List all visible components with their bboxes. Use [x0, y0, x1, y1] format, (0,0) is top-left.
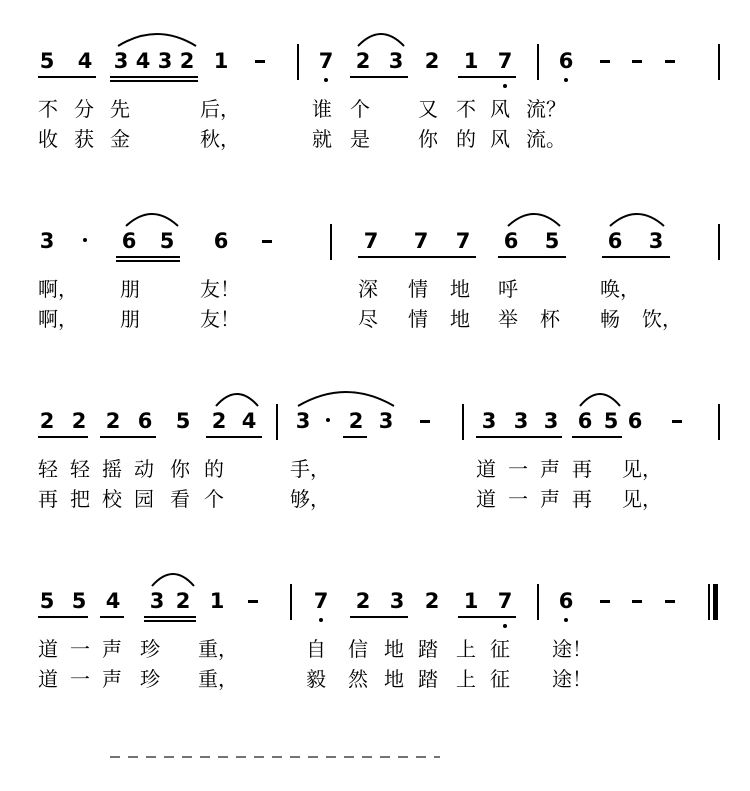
note: 5 [39, 49, 55, 73]
augmentation-dot [326, 418, 330, 422]
note: 1 [463, 49, 479, 73]
barline [537, 584, 539, 620]
slur [150, 568, 196, 588]
lyric: 地 [450, 277, 470, 301]
lyric: 地 [384, 667, 404, 691]
lyric-line-1 [0, 274, 750, 304]
lyric: 校 [102, 487, 122, 511]
dash [255, 60, 265, 63]
lyric: 不 [456, 97, 476, 121]
note: 7 [363, 229, 379, 253]
lyric: 饮， [642, 307, 682, 331]
beam [358, 256, 476, 258]
lyric: 流。 [526, 127, 566, 151]
beam [602, 256, 670, 258]
beam [350, 76, 408, 78]
lyric: 的 [456, 127, 476, 151]
lyric: 啊， [38, 307, 78, 331]
lyric: 流？ [526, 97, 566, 121]
note: 7 [318, 49, 334, 73]
lyric: 道 [476, 487, 496, 511]
beam [38, 436, 88, 438]
barline [290, 584, 292, 620]
slur [214, 388, 260, 408]
note: 2 [39, 409, 55, 433]
note: 7 [413, 229, 429, 253]
lyric: 再 [38, 487, 58, 511]
note: 3 [481, 409, 497, 433]
lower-octave-dot [564, 78, 568, 82]
note: 2 [105, 409, 121, 433]
lyric: 道 [38, 637, 58, 661]
lyric: 征 [490, 667, 510, 691]
lyric: 尽 [358, 307, 378, 331]
beam [38, 616, 88, 618]
note: 4 [105, 589, 121, 613]
dash [665, 600, 675, 603]
cropped-text-line [110, 756, 440, 758]
beam [206, 436, 262, 438]
dash [248, 600, 258, 603]
note: 7 [455, 229, 471, 253]
lyric: 再 [572, 457, 592, 481]
lyric: 上 [456, 667, 476, 691]
note: 2 [355, 49, 371, 73]
lyric: 地 [384, 637, 404, 661]
lyric: 畅 [600, 307, 620, 331]
lyric: 一 [70, 667, 90, 691]
note: 1 [213, 49, 229, 73]
dash [600, 600, 610, 603]
lyric-line-1 [0, 94, 750, 124]
note: 3 [378, 409, 394, 433]
augmentation-dot [83, 238, 87, 242]
barline [537, 44, 539, 80]
lyric: 重， [198, 667, 238, 691]
beam [572, 436, 622, 438]
note: 3 [388, 49, 404, 73]
lyric: 友！ [200, 307, 240, 331]
beam [116, 260, 180, 262]
note: 4 [77, 49, 93, 73]
beam [144, 616, 196, 618]
beam [498, 256, 566, 258]
note: 2 [424, 589, 440, 613]
lyric-line-2 [0, 124, 750, 154]
final-barline [708, 584, 720, 620]
note: 6 [558, 49, 574, 73]
lyric: 园 [134, 487, 154, 511]
lyric: 是 [350, 127, 370, 151]
note: 3 [157, 49, 173, 73]
note: 6 [627, 409, 643, 433]
note: 3 [543, 409, 559, 433]
lyric: 见， [622, 457, 662, 481]
note: 1 [463, 589, 479, 613]
note: 5 [71, 589, 87, 613]
lyric: 信 [348, 637, 368, 661]
lyric: 个 [204, 487, 224, 511]
dash [632, 600, 642, 603]
slur [578, 388, 622, 408]
note: 5 [159, 229, 175, 253]
lyric: 个 [350, 97, 370, 121]
lyric: 杯 [540, 307, 560, 331]
lyric: 然 [348, 667, 368, 691]
lyric: 你 [418, 127, 438, 151]
lyric: 的 [204, 457, 224, 481]
lyric-line-1 [0, 454, 750, 484]
note: 2 [211, 409, 227, 433]
slur [124, 208, 180, 228]
lyric: 就 [312, 127, 332, 151]
beam [100, 616, 124, 618]
lyric: 重， [198, 637, 238, 661]
note: 5 [544, 229, 560, 253]
note: 3 [149, 589, 165, 613]
note: 5 [603, 409, 619, 433]
lyric: 一 [70, 637, 90, 661]
lyric: 分 [74, 97, 94, 121]
barline [718, 44, 720, 80]
barline [718, 404, 720, 440]
lyric: 道 [38, 667, 58, 691]
beam [116, 256, 180, 258]
beam [350, 616, 408, 618]
barline [276, 404, 278, 440]
barline [462, 404, 464, 440]
slur [608, 208, 666, 228]
lower-octave-dot [319, 618, 323, 622]
slur [296, 386, 396, 408]
lyric: 征 [490, 637, 510, 661]
lyric: 踏 [418, 637, 438, 661]
lyric: 轻 [38, 457, 58, 481]
lyric: 风 [490, 127, 510, 151]
barline [330, 224, 332, 260]
note: 3 [648, 229, 664, 253]
note: 6 [121, 229, 137, 253]
lyric: 举 [498, 307, 518, 331]
note: 3 [39, 229, 55, 253]
lower-octave-dot [503, 624, 507, 628]
lyric: 轻 [70, 457, 90, 481]
lyric: 再 [572, 487, 592, 511]
lyric: 声 [540, 457, 560, 481]
lyric: 呼 [498, 277, 518, 301]
lyric: 把 [70, 487, 90, 511]
note: 5 [175, 409, 191, 433]
note: 6 [607, 229, 623, 253]
lyric: 收 [38, 127, 58, 151]
note: 6 [137, 409, 153, 433]
lyric: 上 [456, 637, 476, 661]
lyric: 情 [408, 307, 428, 331]
note: 3 [389, 589, 405, 613]
lyric: 手， [290, 457, 330, 481]
lyric: 见， [622, 487, 662, 511]
lyric: 地 [450, 307, 470, 331]
lyric: 摇 [102, 457, 122, 481]
beam [110, 80, 198, 82]
note: 2 [355, 589, 371, 613]
beam [458, 76, 516, 78]
lyric: 不 [38, 97, 58, 121]
lyric: 深 [358, 277, 378, 301]
dash [262, 240, 272, 243]
note: 7 [313, 589, 329, 613]
lyric: 谁 [312, 97, 332, 121]
lyric: 朋 [120, 307, 140, 331]
lyric-line-2 [0, 664, 750, 694]
note: 6 [558, 589, 574, 613]
dash [632, 60, 642, 63]
lyric: 毅 [306, 667, 326, 691]
note: 7 [497, 49, 513, 73]
note: 4 [241, 409, 257, 433]
lyric: 友！ [200, 277, 240, 301]
beam [476, 436, 562, 438]
dash [665, 60, 675, 63]
barline [718, 224, 720, 260]
dash [600, 60, 610, 63]
lyric: 珍 [140, 667, 160, 691]
note: 2 [424, 49, 440, 73]
note: 3 [513, 409, 529, 433]
dash [672, 420, 682, 423]
lyric: 珍 [140, 637, 160, 661]
note: 2 [71, 409, 87, 433]
lyric: 够， [290, 487, 330, 511]
beam [38, 76, 96, 78]
lyric: 道 [476, 457, 496, 481]
note: 2 [175, 589, 191, 613]
lyric: 一 [508, 457, 528, 481]
note: 2 [348, 409, 364, 433]
note: 6 [577, 409, 593, 433]
lyric: 风 [490, 97, 510, 121]
lyric: 获 [74, 127, 94, 151]
lyric: 踏 [418, 667, 438, 691]
barline [297, 44, 299, 80]
note: 3 [113, 49, 129, 73]
lower-octave-dot [324, 78, 328, 82]
beam [343, 436, 367, 438]
lyric: 声 [102, 637, 122, 661]
note: 3 [295, 409, 311, 433]
lyric-line-1 [0, 634, 750, 664]
lyric: 途！ [552, 667, 592, 691]
beam [100, 436, 156, 438]
lyric: 你 [170, 457, 190, 481]
note: 6 [213, 229, 229, 253]
lyric: 啊， [38, 277, 78, 301]
note: 6 [503, 229, 519, 253]
lower-octave-dot [564, 618, 568, 622]
slur [116, 28, 198, 48]
lyric: 看 [170, 487, 190, 511]
note: 2 [179, 49, 195, 73]
beam [110, 76, 198, 78]
slur [506, 208, 562, 228]
note: 5 [39, 589, 55, 613]
note: 1 [209, 589, 225, 613]
lyric: 朋 [120, 277, 140, 301]
lyric: 途！ [552, 637, 592, 661]
lower-octave-dot [503, 84, 507, 88]
lyric-line-2 [0, 484, 750, 514]
note: 4 [135, 49, 151, 73]
lyric-line-2 [0, 304, 750, 334]
note: 7 [497, 589, 513, 613]
lyric: 一 [508, 487, 528, 511]
beam [458, 616, 516, 618]
dash [420, 420, 430, 423]
beam [144, 620, 196, 622]
lyric: 自 [306, 637, 326, 661]
lyric: 先 [110, 97, 130, 121]
lyric: 声 [540, 487, 560, 511]
lyric: 又 [418, 97, 438, 121]
lyric: 秋， [200, 127, 240, 151]
lyric: 动 [134, 457, 154, 481]
slur [356, 28, 406, 48]
lyric: 声 [102, 667, 122, 691]
lyric: 情 [408, 277, 428, 301]
lyric: 唤， [600, 277, 640, 301]
lyric: 金 [110, 127, 130, 151]
lyric: 后， [200, 97, 240, 121]
